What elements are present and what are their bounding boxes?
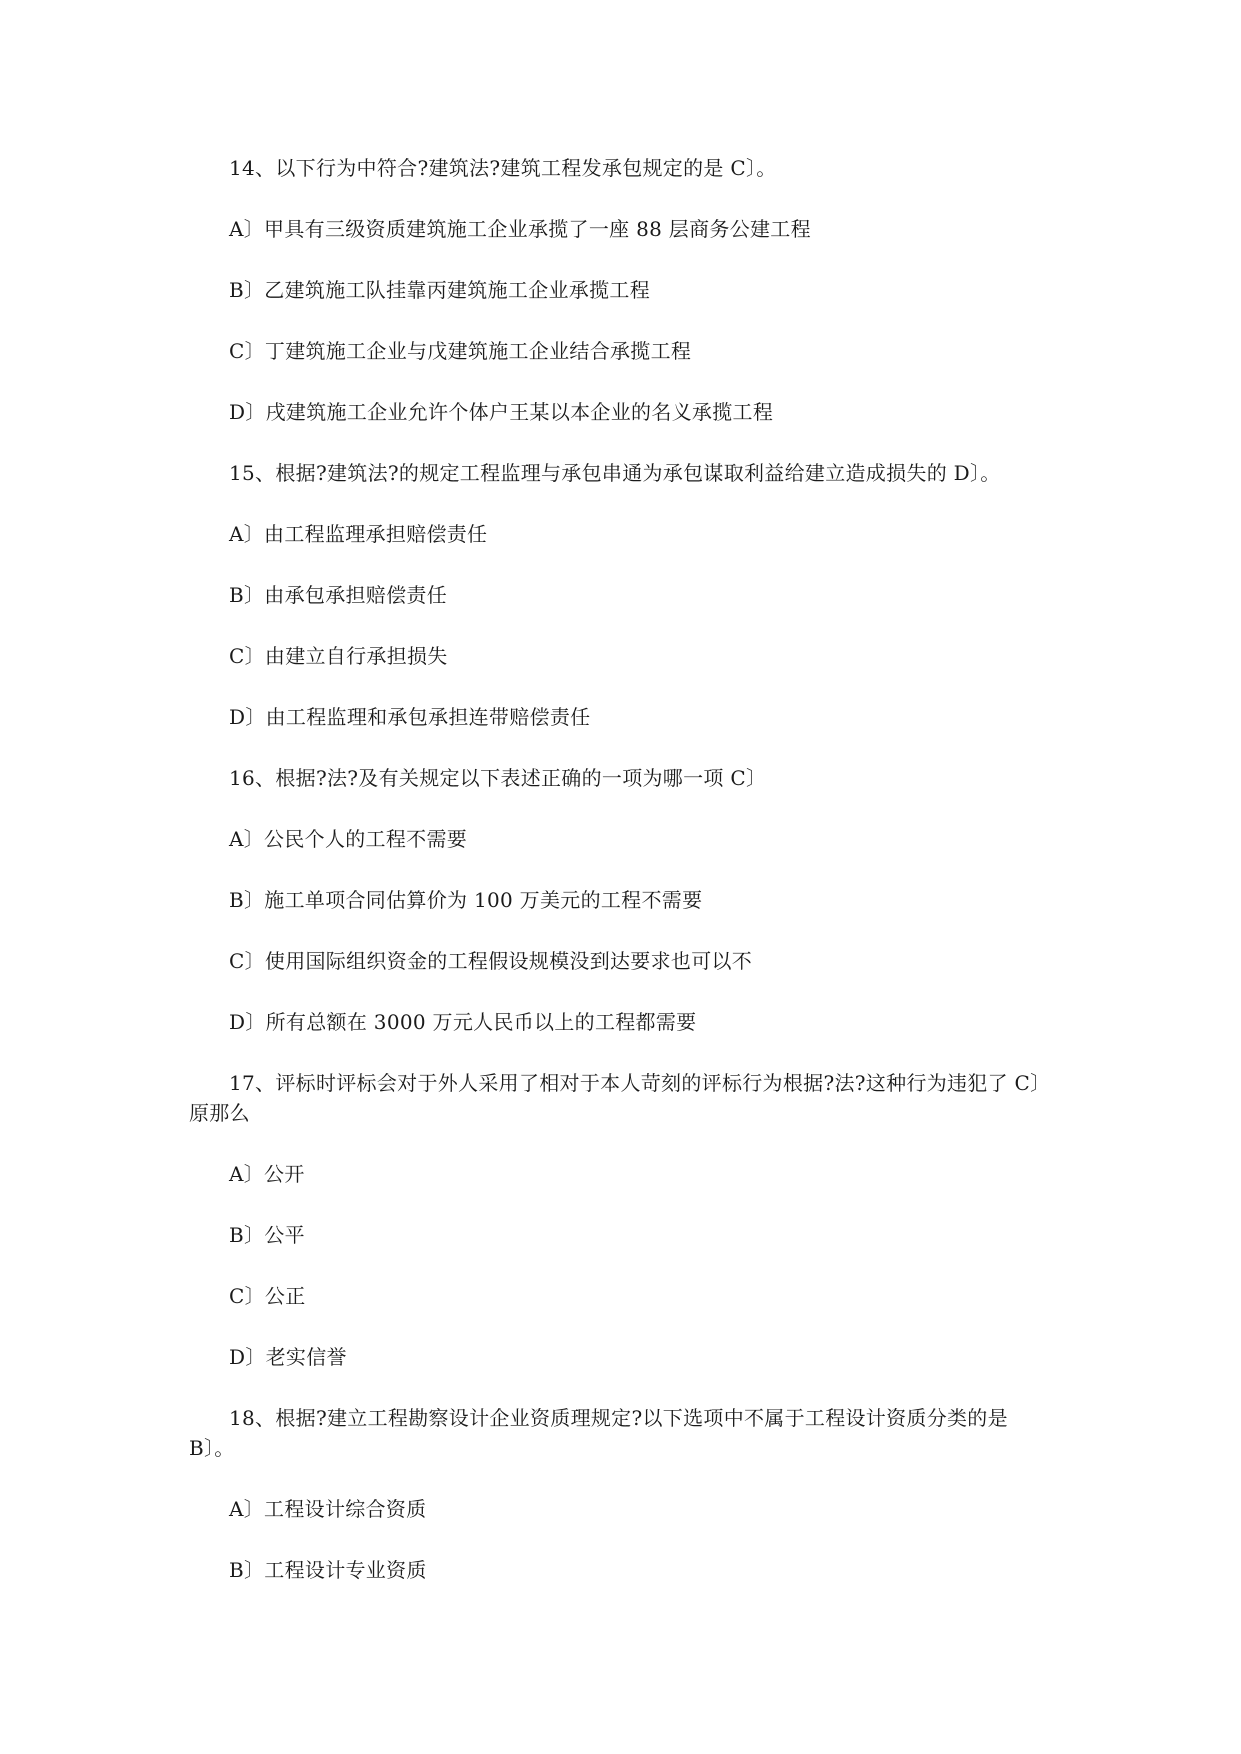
question-14-option-c: C〕丁建筑施工企业与戊建筑施工企业结合承揽工程	[229, 339, 692, 363]
question-16-option-d: D〕所有总额在 3000 万元人民币以上的工程都需要	[229, 1010, 697, 1034]
question-17-option-c: C〕公正	[229, 1284, 306, 1308]
question-17-option-d: D〕老实信誉	[229, 1345, 347, 1369]
question-14-option-d: D〕戌建筑施工企业允许个体户王某以本企业的名义承揽工程	[229, 400, 774, 424]
question-16-stem: 16、根据?法?及有关规定以下表述正确的一项为哪一项 C〕	[229, 766, 767, 790]
question-18-option-a: A〕工程设计综合资质	[229, 1497, 427, 1521]
question-15-option-b: B〕由承包承担赔偿责任	[229, 583, 447, 607]
question-17-stem-continuation: 原那么	[189, 1101, 250, 1125]
question-16-option-b: B〕施工单项合同估算价为 100 万美元的工程不需要	[229, 888, 703, 912]
question-17-option-a: A〕公开	[229, 1162, 305, 1186]
question-14-option-a: A〕甲具有三级资质建筑施工企业承揽了一座 88 层商务公建工程	[229, 217, 811, 241]
question-15-option-c: C〕由建立自行承担损失	[229, 644, 448, 668]
question-14-option-b: B〕乙建筑施工队挂靠丙建筑施工企业承揽工程	[229, 278, 650, 302]
question-15-option-d: D〕由工程监理和承包承担连带赔偿责任	[229, 705, 591, 729]
question-15-option-a: A〕由工程监理承担赔偿责任	[229, 522, 488, 546]
question-18-stem: 18、根据?建立工程勘察设计企业资质理规定?以下选项中不属于工程设计资质分类的是	[229, 1406, 1008, 1430]
question-18-option-b: B〕工程设计专业资质	[229, 1558, 427, 1582]
question-16-option-a: A〕公民个人的工程不需要	[229, 827, 468, 851]
question-15-stem: 15、根据?建筑法?的规定工程监理与承包串通为承包谋取利益给建立造成损失的 D〕。	[229, 461, 1001, 485]
question-16-option-c: C〕使用国际组织资金的工程假设规模没到达要求也可以不	[229, 949, 753, 973]
question-17-stem: 17、评标时评标会对于外人采用了相对于本人苛刻的评标行为根据?法?这种行为违犯了 C〕	[229, 1071, 1051, 1095]
question-14-stem: 14、以下行为中符合?建筑法?建筑工程发承包规定的是 C〕。	[229, 156, 777, 180]
question-17-option-b: B〕公平	[229, 1223, 305, 1247]
question-18-stem-continuation: B〕。	[189, 1436, 235, 1460]
